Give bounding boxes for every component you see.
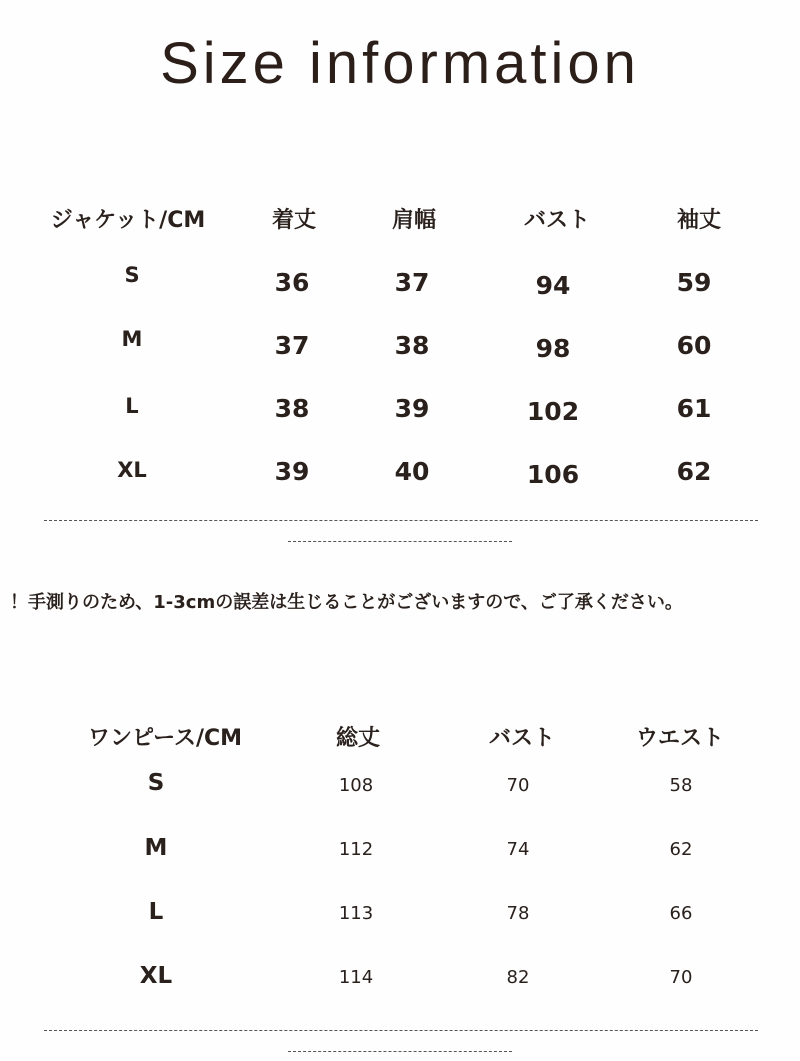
- dress-row-size: L: [148, 899, 164, 925]
- jacket-cell: 59: [676, 268, 712, 297]
- dress-cell: 113: [338, 903, 374, 924]
- jacket-cell: 98: [535, 334, 571, 363]
- jacket-row-size: M: [121, 327, 143, 351]
- dress-cell: 78: [506, 903, 530, 924]
- dress-cell: 58: [669, 775, 693, 796]
- dress-header-bust: バスト: [488, 726, 556, 751]
- dress-cell: 108: [338, 775, 374, 796]
- dress-header-waist: ウエスト: [635, 726, 725, 751]
- dress-header-category: ワンピース/CM: [87, 726, 243, 751]
- dress-row-size: S: [147, 770, 165, 796]
- dress-cell: 74: [506, 839, 530, 860]
- dress-header-length: 総丈: [335, 726, 381, 751]
- jacket-cell: 37: [394, 268, 430, 297]
- dress-cell: 62: [669, 839, 693, 860]
- dress-cell: 70: [669, 967, 693, 988]
- jacket-cell: 40: [394, 457, 430, 486]
- jacket-cell: 62: [676, 457, 712, 486]
- dress-cell: 66: [669, 903, 693, 924]
- measurement-note: ！手測りのため、1-3cmの誤差は生じることがございますので、ご了承ください。: [10, 592, 683, 613]
- jacket-header-category: ジャケット/CM: [50, 208, 206, 233]
- jacket-row-size: XL: [117, 458, 147, 482]
- jacket-cell: 94: [535, 271, 571, 300]
- jacket-row-size: S: [124, 263, 140, 287]
- dress-cell: 82: [506, 967, 530, 988]
- jacket-header-sleeve: 袖丈: [676, 208, 722, 233]
- jacket-header-bust: バスト: [523, 208, 591, 233]
- dress-row-size: XL: [139, 963, 173, 989]
- dress-cell: 112: [338, 839, 374, 860]
- jacket-cell: 106: [526, 460, 580, 489]
- jacket-cell: 37: [274, 331, 310, 360]
- jacket-cell: 39: [274, 457, 310, 486]
- dress-cell: 114: [338, 967, 374, 988]
- page-title: Size information: [160, 31, 640, 96]
- jacket-cell: 61: [676, 394, 712, 423]
- jacket-cell: 38: [274, 394, 310, 423]
- divider: [288, 541, 512, 542]
- jacket-cell: 38: [394, 331, 430, 360]
- jacket-header-length: 着丈: [271, 208, 317, 233]
- jacket-cell: 39: [394, 394, 430, 423]
- divider: [44, 1030, 758, 1031]
- jacket-cell: 60: [676, 331, 712, 360]
- divider: [44, 520, 758, 521]
- dress-cell: 70: [506, 775, 530, 796]
- jacket-header-shoulder: 肩幅: [391, 208, 437, 233]
- jacket-row-size: L: [125, 394, 139, 418]
- jacket-cell: 102: [526, 397, 580, 426]
- jacket-cell: 36: [274, 268, 310, 297]
- dress-row-size: M: [144, 835, 168, 861]
- divider: [288, 1051, 512, 1052]
